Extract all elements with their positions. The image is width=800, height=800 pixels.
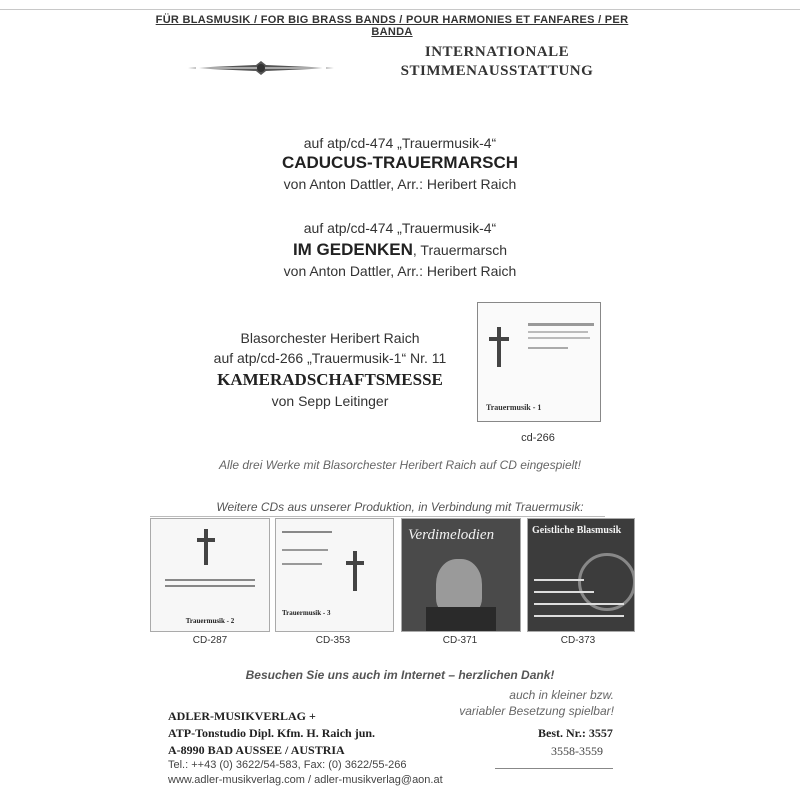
cd-287-cover [150,518,270,632]
signature-line [495,768,613,769]
publisher-phone: Tel.: ++43 (0) 3622/54-583, Fax: (0) 3622/55-266 [168,759,407,771]
cd-287-cover-text: Trauermusik - 2 [185,617,235,625]
work2-title: IM GEDENKEN [292,240,413,259]
small-band-note-2: variabler Besetzung spielbar! [459,704,614,718]
small-band-note-1: auch in kleiner bzw. [509,688,614,702]
work1-credit: von Anton Dattler, Arr.: Heribert Raich [283,176,517,192]
publisher-line-1: ADLER-MUSIKVERLAG + [168,709,316,723]
international-title [382,43,612,81]
cross-icon [342,549,368,593]
featured-cd-cover-title: Trauermusik - 1 [486,403,542,412]
cd-373-cover [527,518,635,632]
order-range: 3558-3559 [551,744,603,758]
eagle-emblem-icon [186,58,336,78]
work3-cd-line: auf atp/cd-266 „Trauermusik-1“ Nr. 11 [213,350,447,366]
banner-text: FÜR BLASMUSIK / FOR BIG BRASS BANDS / POUR HARMONIES ET FANFARES / PER BANDA [155,14,629,38]
work2-credit: von Anton Dattler, Arr.: Heribert Raich [283,263,517,279]
work2-title-row [100,240,700,260]
work2-cd-line: auf atp/cd-474 „Trauermusik-4“ [303,220,497,236]
featured-cd-cover [477,302,601,422]
work2-subtitle: , Trauermarsch [412,242,508,258]
cd-371-cover-text: Verdimelodien [408,527,495,543]
order-number: Best. Nr.: 3557 [538,726,613,740]
cd-373-cover-text: Geistliche Blasmusik [532,525,622,536]
top-rule [0,9,800,10]
all-three-note: Alle drei Werke mit Blasorchester Heribert Raich auf CD eingespielt! [219,458,581,472]
cd-353-cover [275,518,394,632]
title-line-2: STIMMENAUSSTATTUNG [400,63,594,79]
work3-performer: Blasorchester Heribert Raich [240,330,420,346]
title-line-1: INTERNATIONALE [424,44,570,60]
cd-373-label: CD-373 [560,635,596,646]
work1-title: CADUCUS-TRAUERMARSCH [281,153,519,172]
more-cds-heading: Weitere CDs aus unserer Produktion, in Verbindung mit Trauermusik: [216,500,584,514]
publisher-line-2: ATP-Tonstudio Dipl. Kfm. H. Raich jun. [168,726,376,740]
publisher-line-3: A-8990 BAD AUSSEE / AUSTRIA [168,743,345,757]
cd-371-cover [401,518,521,632]
publisher-web: www.adler-musikverlag.com / adler-musikverlag@aon.at [168,774,443,786]
cd-287-label: CD-287 [192,635,228,646]
cross-icon [193,527,219,567]
featured-cd-label: cd-266 [521,432,555,444]
cd-353-cover-text: Trauermusik - 3 [282,609,331,617]
publisher-block [168,708,375,759]
cd-371-label: CD-371 [442,635,478,646]
work3-credit: von Sepp Leitinger [271,393,389,409]
visit-text: Besuchen Sie uns auch im Internet – herzlichen Dank! [245,668,555,682]
cross-icon [486,325,512,369]
heading-rule [150,516,605,517]
work3-title: KAMERADSCHAFTSMESSE [217,370,443,389]
cd-353-label: CD-353 [315,635,351,646]
work1-cd-line: auf atp/cd-474 „Trauermusik-4“ [303,135,497,151]
